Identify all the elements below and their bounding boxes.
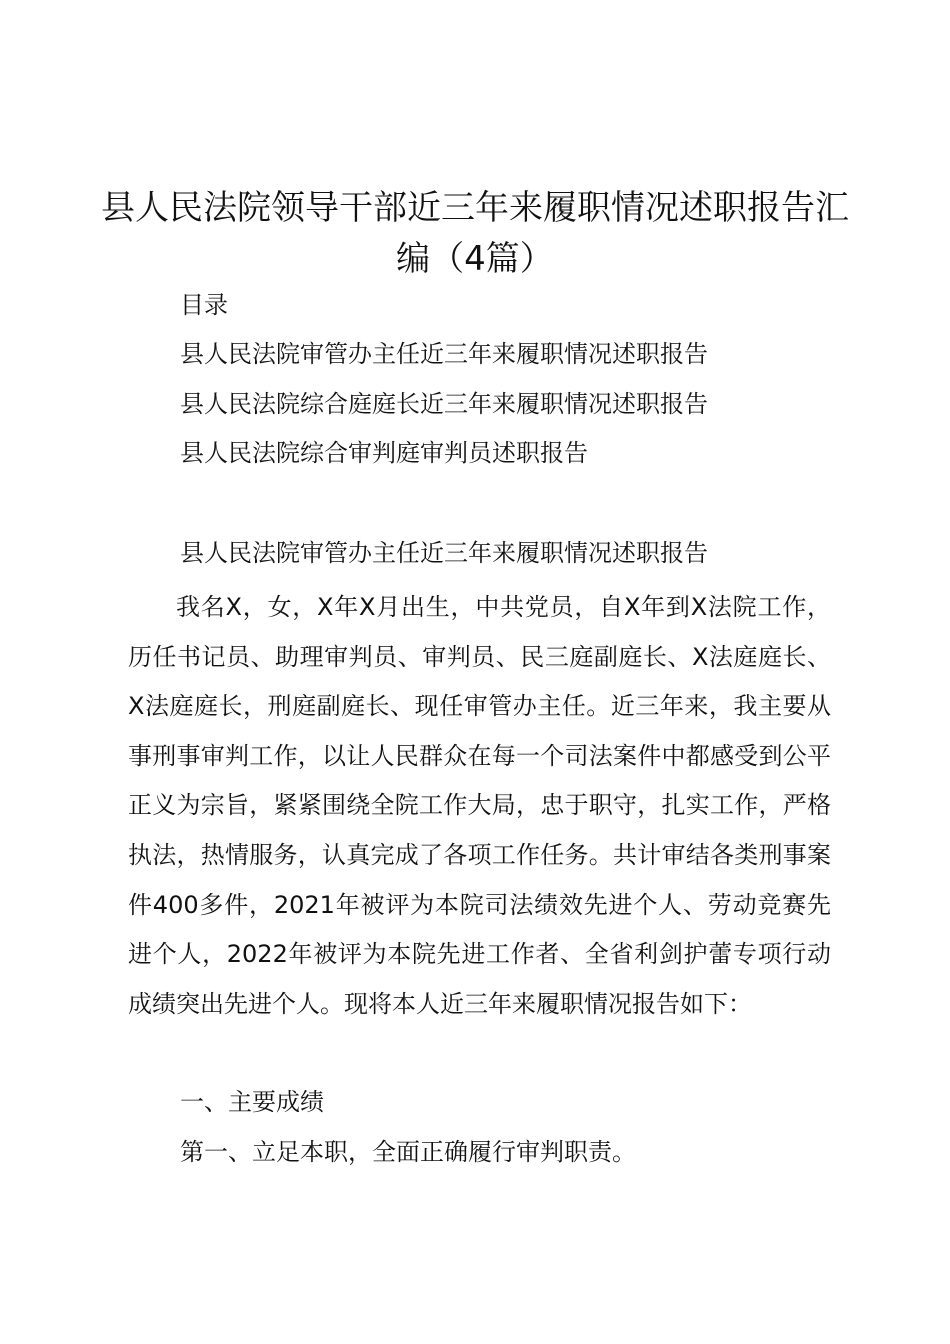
document-title: 县人民法院领导干部近三年来履职情况述职报告汇编（4篇） [101, 188, 849, 279]
toc-item: 县人民法院审管办主任近三年来履职情况述职报告 [180, 340, 708, 368]
section-title: 县人民法院审管办主任近三年来履职情况述职报告 [180, 539, 708, 567]
intro-paragraph: 我名X，女，X年X月出生，中共党员，自X年到X法院工作，历任书记员、助理审判员、审判员、民三庭副庭长、X法庭庭长、X法庭庭长，刑庭副庭长、现任审管办主任。近三年来，我主要从事刑事审判工作，以让人民群众在每一个司法案件中都感受到公平正义为宗旨，紧紧围绕全院工作大局，忠于职守，扎实工作，严格执法，热情服务，认真完成了各项工作任务。共计审结各类刑事案件400多件，2021年被评为本院司法绩效先进个人、劳动竞赛先进个人，2022年被评为本院先进工作者、全省利剑护蕾专项行动成绩突出先进个人。现将本人近三年来履职情况报告如下： [128, 593, 831, 1018]
subsection-heading: 第一、立足本职，全面正确履行审判职责。 [180, 1138, 636, 1166]
toc-item: 县人民法院综合审判庭审判员述职报告 [180, 439, 588, 467]
toc-item: 县人民法院综合庭庭长近三年来履职情况述职报告 [180, 390, 708, 418]
section-heading: 一、主要成绩 [180, 1088, 324, 1116]
toc-label: 目录 [180, 291, 228, 319]
